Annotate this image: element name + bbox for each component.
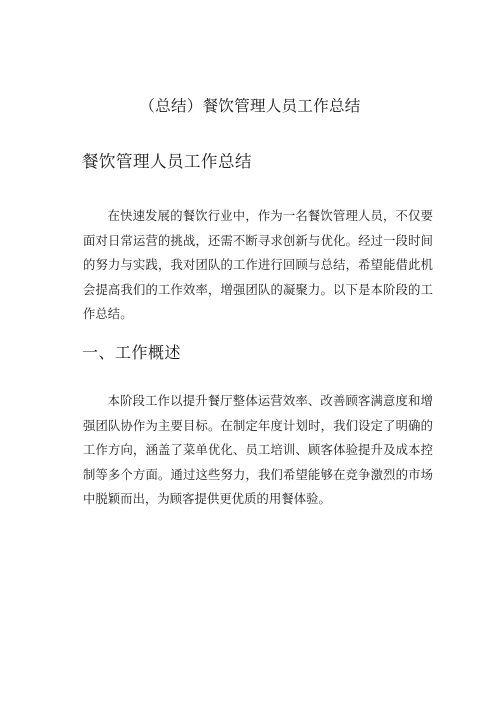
document-subtitle: 餐饮管理人员工作总结 xyxy=(82,152,252,171)
section-heading-overview: 一、工作概述 xyxy=(82,343,182,362)
section-paragraph-overview: 本阶段工作以提升餐厅整体运营效率、改善顾客满意度和增强团队协作为主要目标。在制定年度计划时，我们设定了明确的工作方向，涵盖了菜单优化、员工培训、顾客体验提升及成本控制等多个方面。通过这些努力，我们希望能够在竞争激烈的市场中脱颖而出，为顾客提供更优质的用餐体验。 xyxy=(83,394,433,506)
intro-paragraph: 在快速发展的餐饮行业中，作为一名餐饮管理人员，不仅要面对日常运营的挑战，还需不断寻求创新与优化。经过一段时间的努力与实践，我对团队的工作进行回顾与总结，希望能借此机会提高我们的工作效率，增强团队的凝聚力。以下是本阶段的工作总结。 xyxy=(83,209,433,321)
document-title: （总结）餐饮管理人员工作总结 xyxy=(139,97,361,115)
